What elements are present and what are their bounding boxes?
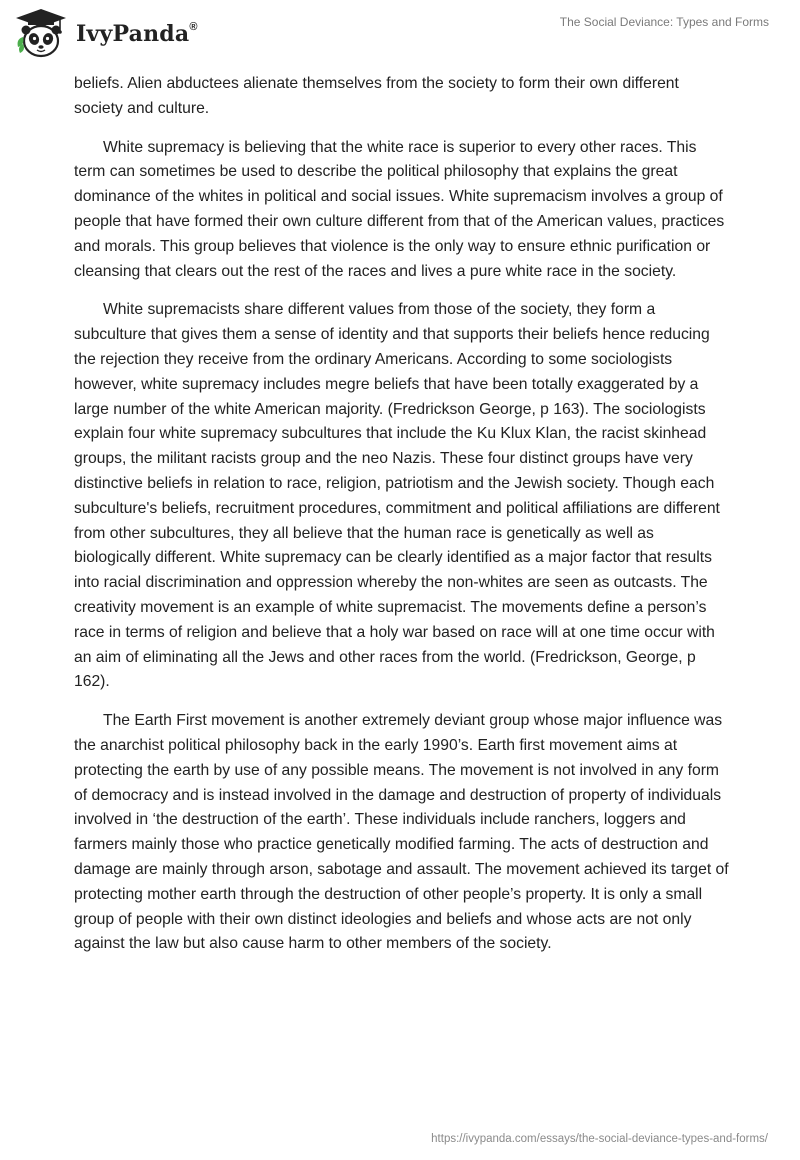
- paragraph-earth-first: The Earth First movement is another extremely deviant group whose major influence was the anarchist political philosophy back in the early 1990’s. Earth first movement aims at protecting the earth by use of any possible means. The movement is not involved in any form of democracy and is instead involved in the damage and destruction of property of individuals involved in ‘the destruction of the earth’. These individuals include ranchers, loggers and farmers mainly those who practice genetically modified farming. The acts of destruction and damage are mainly through arson, sabotage and assault. The movement achieved its target of protecting mother earth through the destruction of other people’s property. It is only a small group of people with their own distinct ideologies and beliefs and whose acts are not only against the law but also cause harm to other members of the society.: [74, 712, 729, 953]
- source-url-link[interactable]: https://ivypanda.com/essays/the-social-deviance-types-and-forms/: [431, 1133, 768, 1145]
- brand-name: IvyPanda®: [76, 20, 198, 47]
- panda-graduate-icon: [14, 7, 68, 61]
- paragraph-white-supremacists: White supremacists share different values from those of the society, they form a subculture that gives them a sense of identity and that supports their beliefs hence reducing the rejection they receive from the ordinary Americans. According to some sociologists however, white supremacy includes megre beliefs that have been totally exaggerated by a large number of the white American majority. (Fredrickson George, p 163). The sociologists explain four white supremacy subcultures that include the Ku Klux Klan, the racist skinhead groups, the militant racists group and the neo Nazis. These four distinct groups have very distinctive beliefs in relation to race, religion, patriotism and the Jewish society. Though each subculture's beliefs, recruitment procedures, commitment and political affiliations are different from other subcultures, they all believe that the human race is genetically as well as biologically different. White supremacy can be clearly identified as a major factor that results into racial discrimination and oppression whereby the non-whites are seen as outcasts. The creativity movement is an example of white supremacist. The movements define a person’s race in terms of religion and believe that a holy war based on race will at one time occur with an aim of eliminating all the Jews and other races from the world. (Fredrickson, George, p 162).: [74, 301, 720, 691]
- essay-body: [74, 72, 729, 971]
- page-header: [0, 0, 800, 70]
- document-title: The Social Deviance: Types and Forms: [559, 15, 769, 29]
- brand-logo[interactable]: [14, 7, 198, 61]
- paragraph-continuation: beliefs. Alien abductees alienate themselves from the society to form their own different society and culture.: [74, 75, 679, 117]
- paragraph-white-supremacy: White supremacy is believing that the white race is superior to every other races. This term can sometimes be used to describe the political philosophy that explains the great dominance of the whites in political and social issues. White supremacism involves a group of people that have formed their own culture different from that of the American values, practices and morals. This group believes that violence is the only way to ensure ethnic purification or cleansing that clears out the rest of the races and lives a pure white race in the society.: [74, 138, 725, 280]
